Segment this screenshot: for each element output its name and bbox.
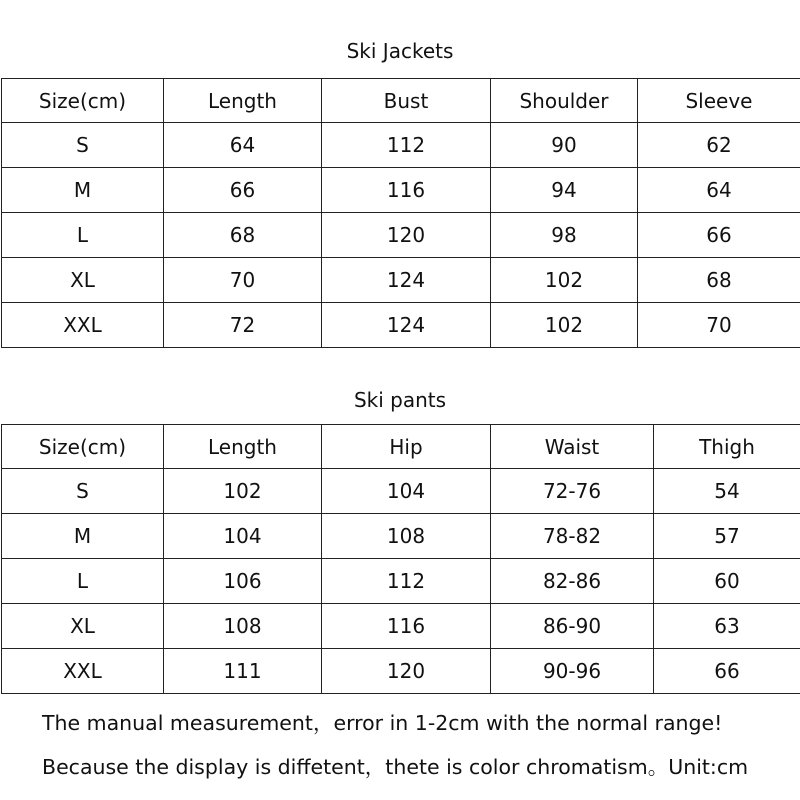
table-cell: 64 — [164, 123, 322, 168]
table-cell: 108 — [164, 604, 322, 649]
table-cell: 102 — [164, 469, 322, 514]
table-cell: 124 — [322, 303, 491, 348]
table-cell: 66 — [638, 213, 800, 258]
ski-jackets-size-table — [1, 78, 800, 348]
header-cell: Length — [164, 79, 322, 123]
header-cell: Size(cm) — [2, 79, 164, 123]
ski-pants-size-table — [1, 424, 800, 694]
table-cell: L — [2, 559, 164, 604]
ski-pants-title: Ski pants — [353, 388, 447, 412]
table-cell: 116 — [322, 168, 491, 213]
table-cell: 111 — [164, 649, 322, 694]
table-row — [2, 604, 800, 649]
header-cell: Sleeve — [638, 79, 800, 123]
ski-jackets-title: Ski Jackets — [346, 39, 454, 63]
table-cell: 70 — [164, 258, 322, 303]
table-cell: 106 — [164, 559, 322, 604]
table-cell: XL — [2, 604, 164, 649]
table-cell: 90-96 — [491, 649, 654, 694]
table-row — [2, 123, 800, 168]
header-cell: Thigh — [654, 425, 800, 469]
header-cell: Size(cm) — [2, 425, 164, 469]
table-cell: XXL — [2, 303, 164, 348]
table-row — [2, 469, 800, 514]
table-cell: 72 — [164, 303, 322, 348]
table-cell: 54 — [654, 469, 800, 514]
table-row — [2, 303, 800, 348]
table-cell: 64 — [638, 168, 800, 213]
table-cell: 66 — [164, 168, 322, 213]
table-header-row — [2, 425, 800, 469]
header-cell: Shoulder — [491, 79, 638, 123]
header-cell: Length — [164, 425, 322, 469]
table-cell: 82-86 — [491, 559, 654, 604]
table-cell: 102 — [491, 303, 638, 348]
table-row — [2, 258, 800, 303]
table-cell: S — [2, 469, 164, 514]
table-cell: 112 — [322, 559, 491, 604]
table-row — [2, 559, 800, 604]
header-cell: Hip — [322, 425, 491, 469]
table-cell: S — [2, 123, 164, 168]
table-row — [2, 514, 800, 559]
table-cell: M — [2, 514, 164, 559]
table-cell: 116 — [322, 604, 491, 649]
table-cell: 70 — [638, 303, 800, 348]
table-row — [2, 649, 800, 694]
table-cell: 78-82 — [491, 514, 654, 559]
table-cell: 108 — [322, 514, 491, 559]
header-cell: Bust — [322, 79, 491, 123]
table-cell: 60 — [654, 559, 800, 604]
table-cell: 94 — [491, 168, 638, 213]
table-cell: 72-76 — [491, 469, 654, 514]
table-cell: 112 — [322, 123, 491, 168]
table-cell: L — [2, 213, 164, 258]
header-cell: Waist — [491, 425, 654, 469]
table-cell: 102 — [491, 258, 638, 303]
table-cell: 66 — [654, 649, 800, 694]
measurement-note: The manual measurement，error in 1-2cm with the normal range! — [42, 711, 723, 735]
table-cell: 104 — [164, 514, 322, 559]
table-cell: 104 — [322, 469, 491, 514]
table-cell: 62 — [638, 123, 800, 168]
table-cell: 120 — [322, 213, 491, 258]
color-note: Because the display is diffetent，thete is color chromatism。Unit:cm — [42, 755, 749, 779]
table-cell: 57 — [654, 514, 800, 559]
table-row — [2, 168, 800, 213]
table-cell: 124 — [322, 258, 491, 303]
table-cell: M — [2, 168, 164, 213]
table-row — [2, 213, 800, 258]
table-cell: 120 — [322, 649, 491, 694]
table-cell: 68 — [164, 213, 322, 258]
table-cell: 86-90 — [491, 604, 654, 649]
table-cell: 68 — [638, 258, 800, 303]
table-cell: XXL — [2, 649, 164, 694]
table-header-row — [2, 79, 800, 123]
table-cell: 90 — [491, 123, 638, 168]
table-cell: 63 — [654, 604, 800, 649]
table-cell: 98 — [491, 213, 638, 258]
table-cell: XL — [2, 258, 164, 303]
